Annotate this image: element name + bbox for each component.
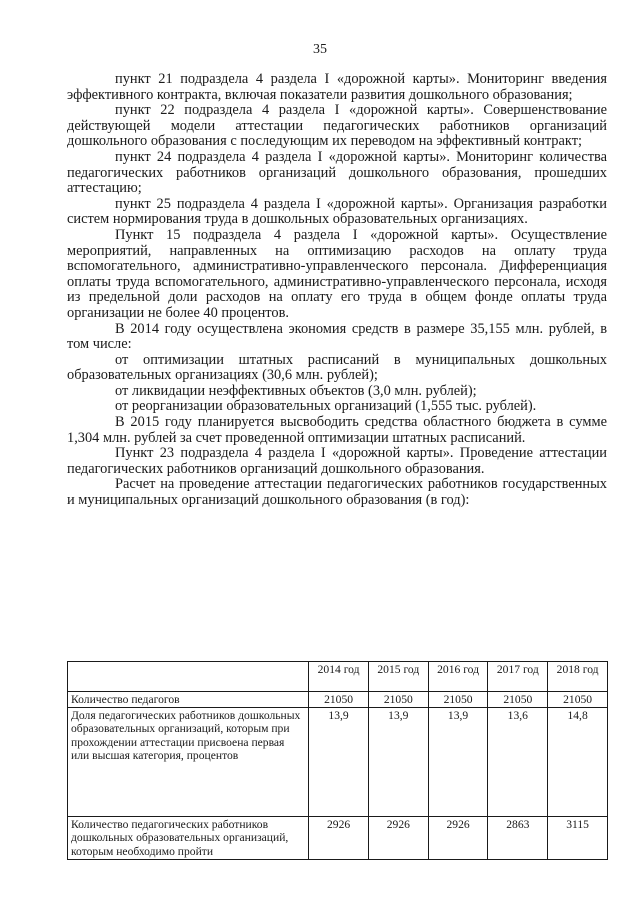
table-corner-cell — [68, 662, 309, 692]
row-label: Количество педагогических работников дошкольных образовательных организаций, которым необходимо пройти — [68, 817, 309, 860]
table-cell: 21050 — [368, 692, 428, 708]
table-row — [68, 692, 608, 708]
table-cell: 21050 — [309, 692, 369, 708]
row-label: Доля педагогических работников дошкольных образовательных организаций, которым при прохождении аттестации присвоена первая или высшая категория, процентов — [68, 708, 309, 817]
paragraph-6: В 2014 году осуществлена экономия средств в размере 35,155 млн. рублей, в том числе: — [67, 320, 607, 353]
table-cell: 2863 — [488, 817, 548, 860]
table-cell: 14,8 — [548, 708, 608, 817]
paragraph-7: от оптимизации штатных расписаний в муниципальных дошкольных образовательных организациях (30,6 млн. рублей); — [67, 351, 607, 384]
paragraph-8: от ликвидации неэффективных объектов (3,0 млн. рублей); — [115, 382, 477, 399]
year-header-2018: 2018 год — [548, 662, 608, 692]
year-header-2014: 2014 год — [309, 662, 369, 692]
year-header-2016: 2016 год — [428, 662, 488, 692]
document-body — [67, 72, 607, 509]
paragraph-11: Пункт 23 подраздела 4 раздела I «дорожной карты». Проведение аттестации педагогических работников организаций дошкольного образования. — [67, 445, 607, 477]
table-cell: 13,9 — [428, 708, 488, 817]
paragraph-1: пункт 21 подраздела 4 раздела I «дорожной карты». Мониторинг введения эффективного контракта, включая показатели развития дошкольного образования; — [67, 71, 607, 103]
table-header-row — [68, 662, 608, 692]
paragraph-5: Пункт 15 подраздела 4 раздела I «дорожной карты». Осуществление мероприятий, направленных на оптимизацию расходов на оплату труда вспомогательного, административно-управленческого персонала. Дифференциация оплаты труда вспомогательного, административно-управленческого персонала, исходя из предельной доли расходов на оплату его труда в общем фонде оплаты труда организации не более 40 процентов. — [67, 226, 607, 321]
table-cell: 21050 — [548, 692, 608, 708]
table-cell: 21050 — [488, 692, 548, 708]
paragraph-10: В 2015 году планируется высвободить средства областного бюджета в сумме 1,304 млн. рублей за счет проведенной оптимизации штатных расписаний. — [67, 414, 607, 446]
table-cell: 2926 — [368, 817, 428, 860]
table-cell: 13,9 — [368, 708, 428, 817]
table-cell: 13,6 — [488, 708, 548, 817]
table-cell: 3115 — [548, 817, 608, 860]
table-cell: 13,9 — [309, 708, 369, 817]
table-row — [68, 708, 608, 817]
page-number: 35 — [313, 42, 327, 57]
table-cell: 2926 — [428, 817, 488, 860]
table-cell: 2926 — [309, 817, 369, 860]
paragraph-9: от реорганизации образовательных организаций (1,555 тыс. рублей). — [115, 398, 537, 415]
paragraph-12: Расчет на проведение аттестации педагогических работников государственных и муниципальных организаций дошкольного образования (в год): — [67, 476, 607, 509]
attestation-table — [67, 661, 608, 860]
paragraph-2: пункт 22 подраздела 4 раздела I «дорожной карты». Совершенствование действующей модели аттестации педагогических работников организаций дошкольного образования с последующим их переводом на эффективный контракт; — [67, 102, 607, 150]
table-row — [68, 817, 608, 860]
table-cell: 21050 — [428, 692, 488, 708]
year-header-2015: 2015 год — [368, 662, 428, 692]
paragraph-3: пункт 24 подраздела 4 раздела I «дорожной карты». Мониторинг количества педагогических работников организаций дошкольного образования, прошедших аттестацию; — [67, 148, 607, 197]
paragraph-4: пункт 25 подраздела 4 раздела I «дорожной карты». Организация разработки систем нормирования труда в дошкольных образовательных организациях. — [67, 195, 607, 228]
row-label: Количество педагогов — [68, 692, 309, 708]
year-header-2017: 2017 год — [488, 662, 548, 692]
